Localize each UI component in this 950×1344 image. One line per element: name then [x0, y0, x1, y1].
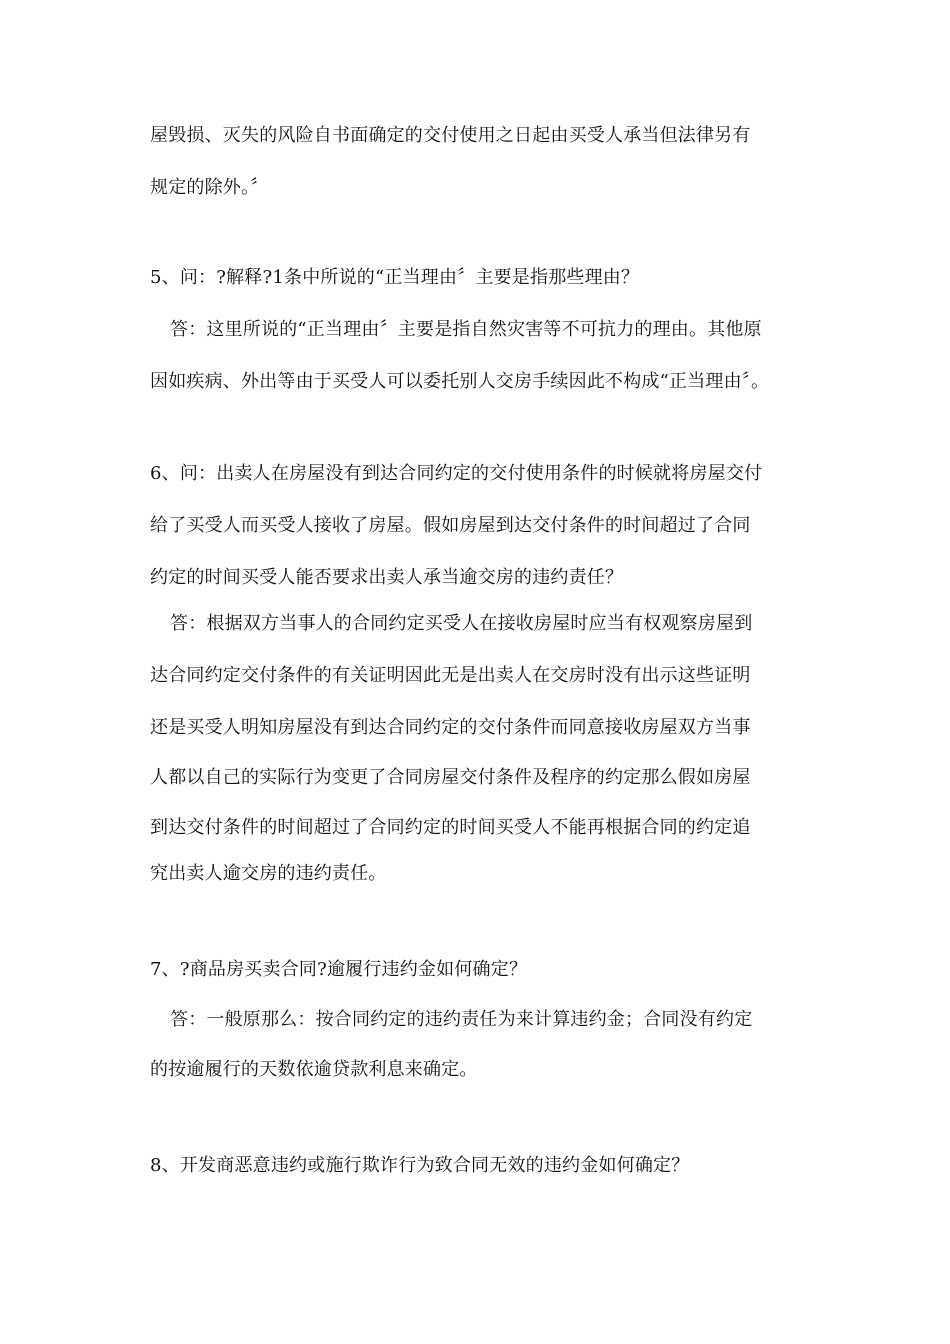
question-7: 7、?商品房买卖合同?逾履行违约金如何确定？ [150, 959, 528, 980]
answer-6-line-5: 到达交付条件的时间超过了合同约定的时间买受人不能再根据合同的约定追 [150, 817, 751, 838]
text-line-1: 屋毁损、灭失的风险自书面确定的交付使用之日起由买受人承当但法律另有 [150, 125, 751, 146]
answer-6-line-1: 答：根据双方当事人的合同约定买受人在接收房屋时应当有权观察房屋到 [170, 613, 753, 634]
question-5: 5、问：?解释?1条中所说的“正当理由〞主要是指那些理由？ [150, 267, 640, 288]
question-6-line-1: 6、问：出卖人在房屋没有到达合同约定的交付使用条件的时候就将房屋交付 [150, 463, 763, 484]
question-6-line-2: 给了买受人而买受人接收了房屋。假如房屋到达交付条件的时间超过了合同 [150, 515, 751, 536]
answer-6-line-3: 还是买受人明知房屋没有到达合同约定的交付条件而同意接收房屋双方当事 [150, 717, 751, 738]
text-line-2: 规定的除外。〞 [150, 177, 269, 198]
answer-6-line-2: 达合同约定交付条件的有关证明因此无是出卖人在交房时没有出示这些证明 [150, 665, 751, 686]
answer-6-line-6: 究出卖人逾交房的违约责任。 [150, 863, 387, 884]
answer-5-line-2: 因如疾病、外出等由于买受人可以委托别人交房手续因此不构成“正当理由〞。 [150, 371, 770, 392]
question-6-line-3: 约定的时间买受人能否要求出卖人承当逾交房的违约责任？ [150, 567, 624, 588]
answer-6-line-4: 人都以自己的实际行为变更了合同房屋交付条件及程序的约定那么假如房屋 [150, 767, 751, 788]
answer-5-line-1: 答：这里所说的“正当理由〞主要是指自然灾害等不可抗力的理由。其他原 [170, 319, 762, 340]
answer-7-line-2: 的按逾履行的天数依逾贷款利息来确定。 [150, 1059, 478, 1080]
answer-7-line-1: 答：一般原那么：按合同约定的违约责任为来计算违约金；合同没有约定 [170, 1009, 753, 1030]
question-8: 8、开发商恶意违约或施行欺诈行为致合同无效的违约金如何确定？ [150, 1155, 690, 1176]
